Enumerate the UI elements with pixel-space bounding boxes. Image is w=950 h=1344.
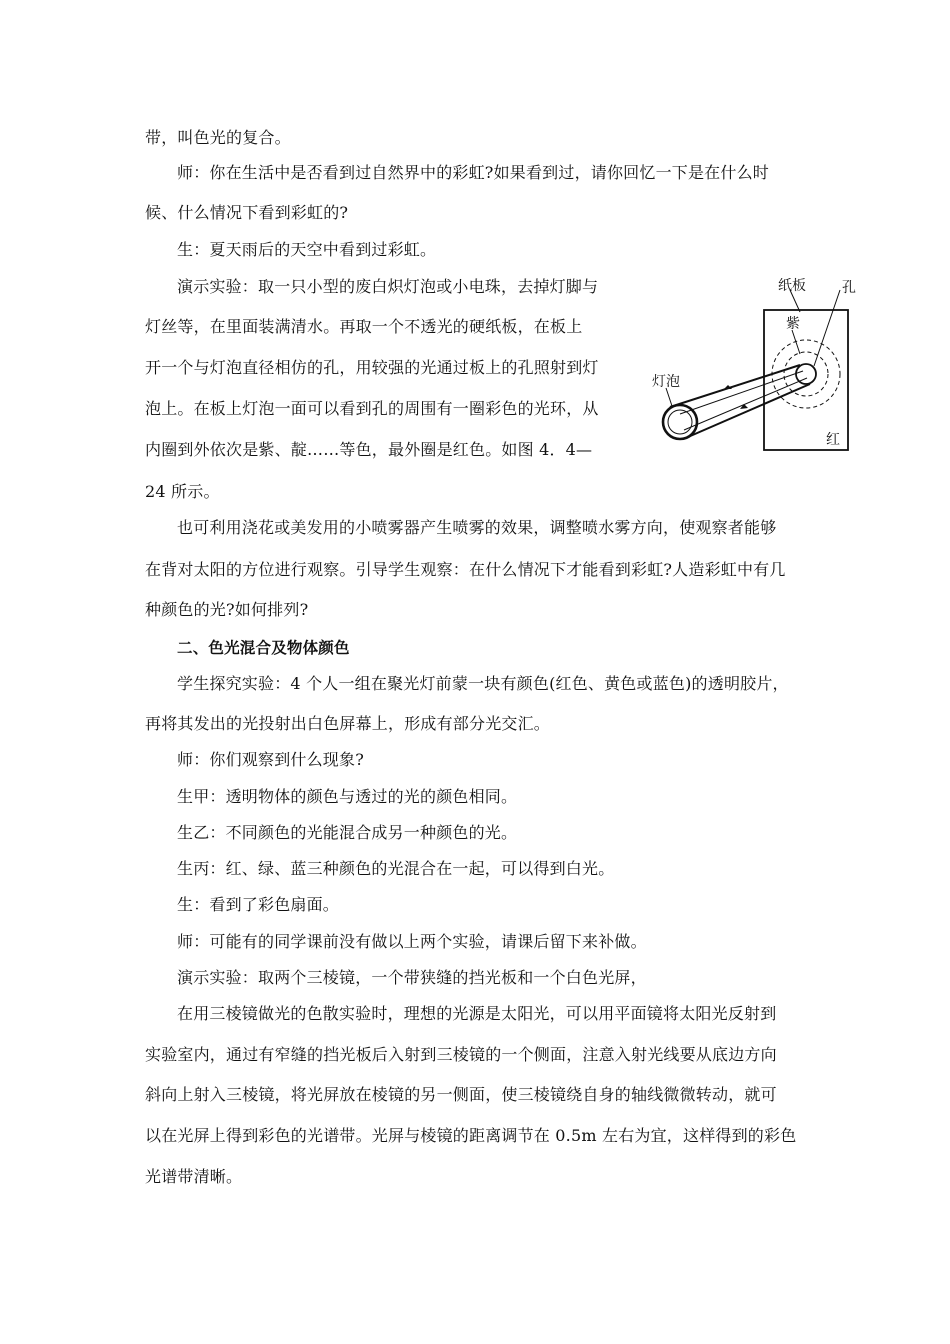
text-line: 泡上。在板上灯泡一面可以看到孔的周围有一圈彩色的光环，从 <box>145 399 599 418</box>
text-line: 学生探究实验：4 个人一组在聚光灯前蒙一块有颜色(红色、黄色或蓝色)的透明胶片， <box>177 674 789 693</box>
text-line: 生乙：不同颜色的光能混合成另一种颜色的光。 <box>177 823 518 842</box>
section-heading: 二、色光混合及物体颜色 <box>177 639 350 657</box>
text-line: 灯丝等，在里面装满清水。再取一个不透光的硬纸板，在板上 <box>145 317 583 336</box>
text-line: 内圈到外依次是紫、靛……等色，最外圈是红色。如图 4．4— <box>145 440 593 459</box>
label-bulb: 灯泡 <box>652 374 680 390</box>
text-line: 演示实验：取两个三棱镜，一个带狭缝的挡光板和一个白色光屏， <box>177 968 647 987</box>
label-violet: 紫 <box>786 316 800 332</box>
beam-bottom <box>688 384 810 437</box>
text-line: 候、什么情况下看到彩虹的? <box>145 203 349 222</box>
label-paper-board: 纸板 <box>778 278 806 294</box>
text-line: 再将其发出的光投射出白色屏幕上，形成有部分光交汇。 <box>145 714 551 733</box>
text-line: 光谱带清晰。 <box>145 1167 243 1186</box>
text-line: 斜向上射入三棱镜，将光屏放在棱镜的另一侧面，使三棱镜绕自身的轴线微微转动，就可 <box>145 1085 777 1104</box>
text-line: 师：你们观察到什么现象? <box>177 750 364 769</box>
text-line: 开一个与灯泡直径相仿的孔，用较强的光通过板上的孔照射到灯 <box>145 358 599 377</box>
text-line: 在背对太阳的方位进行观察。引导学生观察：在什么情况下才能看到彩虹?人造彩虹中有几 <box>145 560 786 579</box>
ray-2 <box>684 378 807 430</box>
rainbow-experiment-figure <box>640 268 870 468</box>
text-line: 24 所示。 <box>145 482 220 501</box>
text-line: 在用三棱镜做光的色散实验时，理想的光源是太阳光，可以用平面镜将太阳光反射到 <box>177 1004 777 1023</box>
text-line: 以在光屏上得到彩色的光谱带。光屏与棱镜的距离调节在 0.5m 左右为宜，这样得到的彩色 <box>145 1126 797 1145</box>
text-line: 实验室内，通过有窄缝的挡光板后入射到三棱镜的一个侧面，注意入射光线要从底边方向 <box>145 1045 777 1064</box>
label-hole: 孔 <box>842 280 856 296</box>
text-line: 生丙：红、绿、蓝三种颜色的光混合在一起，可以得到白光。 <box>177 859 615 878</box>
text-line: 师：可能有的同学课前没有做以上两个实验，请课后留下来补做。 <box>177 932 647 951</box>
text-line: 生：夏天雨后的天空中看到过彩虹。 <box>177 240 437 259</box>
arrow-head <box>740 404 748 409</box>
text-line: 演示实验：取一只小型的废白炽灯泡或小电珠，去掉灯脚与 <box>177 277 599 296</box>
text-line: 种颜色的光?如何排列? <box>145 600 309 619</box>
text-line: 生：看到了彩色扇面。 <box>177 895 340 914</box>
text-line: 生甲：透明物体的颜色与透过的光的颜色相同。 <box>177 787 518 806</box>
text-line: 也可利用浇花或美发用的小喷雾器产生喷雾的效果，调整喷水雾方向，使观察者能够 <box>177 518 777 537</box>
label-leader-hole <box>814 290 840 366</box>
beam-top <box>670 365 800 407</box>
label-leader-bulb <box>666 388 672 406</box>
label-red: 红 <box>826 432 840 448</box>
text-line: 师：你在生活中是否看到过自然界中的彩虹?如果看到过，请你回忆一下是在什么时 <box>177 163 769 182</box>
text-line: 带，叫色光的复合。 <box>145 128 291 147</box>
